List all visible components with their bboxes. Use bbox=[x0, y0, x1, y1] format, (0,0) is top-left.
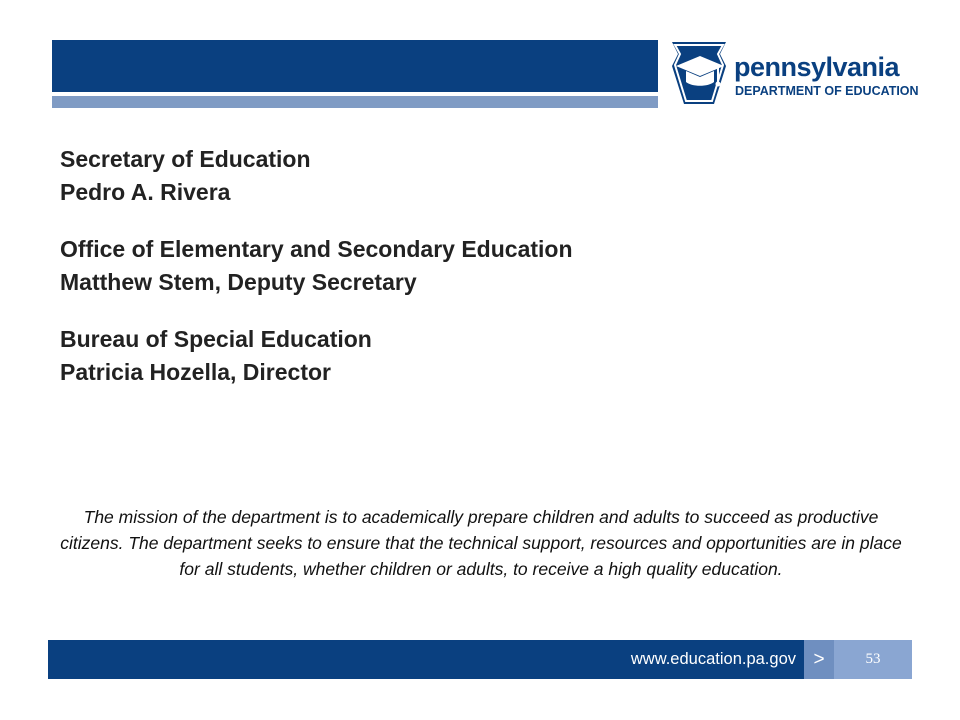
bureau-name: Patricia Hozella, Director bbox=[60, 359, 331, 385]
slide-number: 53 bbox=[865, 651, 881, 667]
secretary-name: Pedro A. Rivera bbox=[60, 179, 231, 205]
keystone-graduation-cap-icon bbox=[668, 40, 730, 106]
header-bar bbox=[52, 40, 658, 92]
pa-education-logo bbox=[668, 40, 918, 106]
secretary-title: Secretary of Education bbox=[60, 146, 311, 172]
office-title: Office of Elementary and Secondary Education bbox=[60, 236, 573, 262]
header-stripe bbox=[52, 96, 658, 108]
leadership-list bbox=[60, 143, 920, 389]
logo-wordmark: pennsylvania bbox=[734, 52, 900, 82]
footer-url-link[interactable]: www.education.pa.gov bbox=[630, 650, 796, 668]
office-name: Matthew Stem, Deputy Secretary bbox=[60, 269, 417, 295]
footer-arrow-icon: > bbox=[804, 640, 834, 679]
mission-statement: The mission of the department is to academically prepare children and adults to succeed as productive citizens. The department seeks to ensure that the technical support, resources and opportunities are in place for all students, whether children or adults, to receive a high quality education. bbox=[60, 507, 902, 579]
bureau-title: Bureau of Special Education bbox=[60, 326, 372, 352]
logo-department: DEPARTMENT OF EDUCATION bbox=[735, 84, 919, 98]
